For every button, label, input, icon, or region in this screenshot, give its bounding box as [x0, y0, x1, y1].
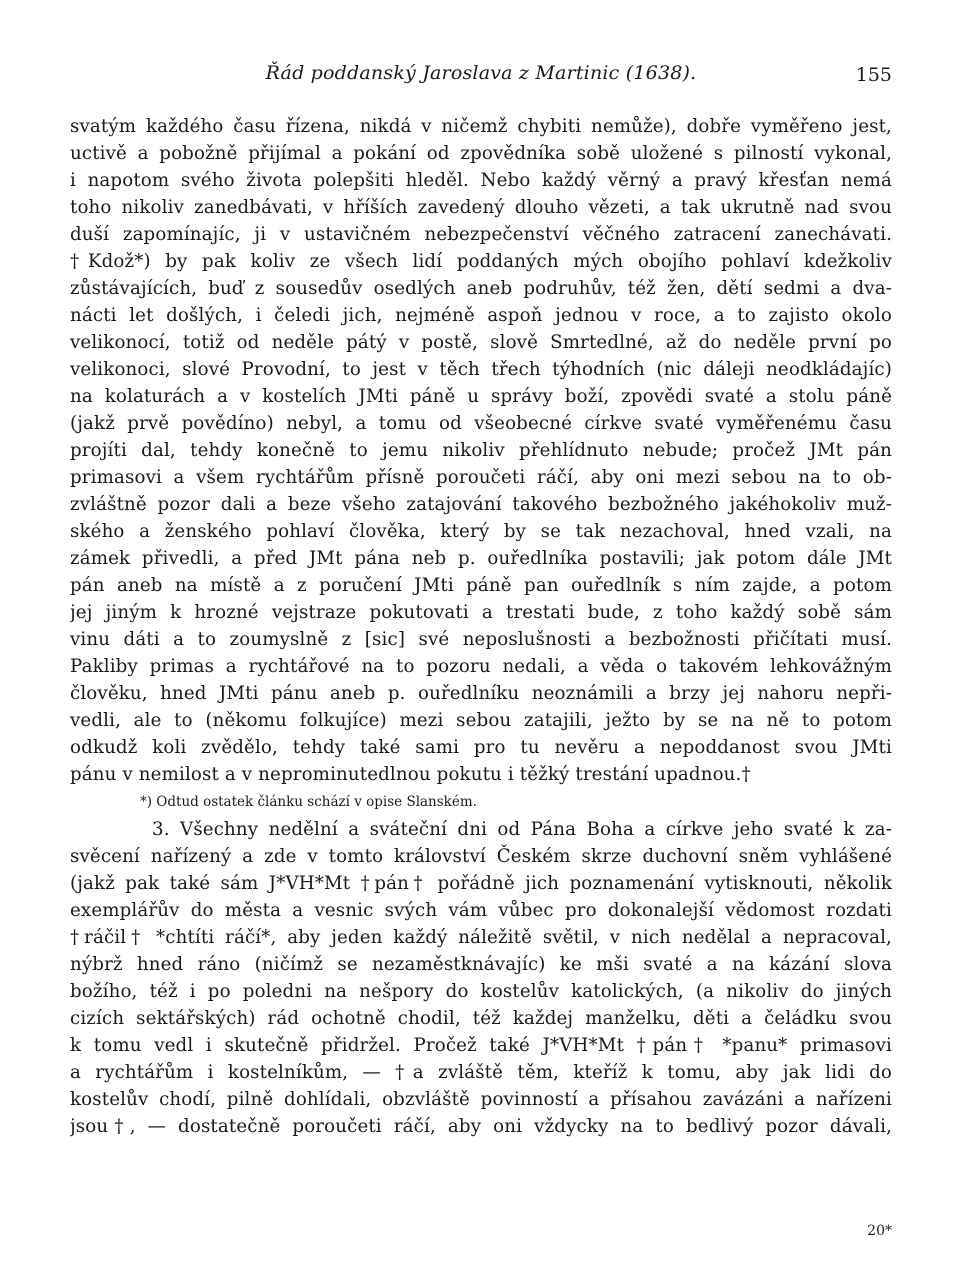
text-line: zámek přivedli, a před JMt pána neb p. ouředlníka postavili; jak potom dále JMt [70, 548, 892, 569]
text-line: †Kdož*) by pak koliv ze všech lidí poddaných mých obojího pohlaví kdežkoliv [70, 251, 892, 272]
page-body [70, 113, 892, 1140]
text-line: božího, též i po poledni na nešpory do kostelův katolických, (a nikoliv do jiných [70, 981, 892, 1002]
text-line: velikonoci, slové Provodní, to jest v těch třech týhodních (nic dáleji neodkládajíc) [70, 359, 892, 380]
text-line: zůstávajících, buď z sousedův osedlých aneb podruhův, též žen, dětí sedmi a dva- [70, 278, 892, 299]
text-line: ského a ženského pohlaví člověka, který by se tak nezachoval, hned vzali, na [70, 521, 892, 542]
text-line: cizích sektářských) rád ochotně chodil, též každej manželku, děti a čeládku svou [70, 1008, 892, 1029]
text-line: vedli, ale to (někomu folkujíce) mezi sebou zatajili, ježto by se na ně to potom [70, 710, 892, 731]
text-line: primasovi a všem rychtářům přísně poroučeti ráčí, aby oni mezi sebou na to ob- [70, 467, 892, 488]
paragraph-1 [70, 113, 892, 788]
text-line: (jakž pak také sám J*VH*Mt †pán† pořádně jich poznamenání vytisknouti, několik [70, 873, 892, 894]
page-header [70, 62, 892, 92]
text-line: velikonocí, totiž od neděle pátý v postě, slově Smrtedlné, až do neděle první po [70, 332, 892, 353]
text-line: kostelův chodí, pilně dohlídali, obzvláště povinností a přísahou zavázáni a nařízeni [70, 1089, 892, 1110]
text-line: projíti dal, tehdy konečně to jemu nikoliv přehlídnuto nebude; pročež JMt pán [70, 440, 892, 461]
signature-mark: 20* [867, 1223, 892, 1239]
text-line: a rychtářům i kostelníkům, — †a zvláště těm, kteříž k tomu, aby jak lidi do [70, 1062, 892, 1083]
text-line: †ráčil† *chtíti ráčí*, aby jeden každý náležitě světil, v nich nedělal a nepracoval, [70, 927, 892, 948]
text-line: Pakliby primas a rychtářové na to pozoru nedali, a věda o takovém lehkovážným [70, 656, 892, 677]
text-line: odkudž koli zvědělo, tehdy také sami pro tu nevěru a nepoddanost svou JMti [70, 737, 892, 758]
page-number: 155 [855, 64, 892, 86]
text-line: i napotom svého života polepšiti hleděl. Nebo každý věrný a pravý křesťan nemá [70, 170, 892, 191]
text-line: k tomu vedl i skutečně přidržel. Pročež také J*VH*Mt †pán† *panu* primasovi [70, 1035, 892, 1056]
text-line: duší zapomínajíc, ji v ustavičném nebezpečenství věčného zatracení zanechávati. [70, 224, 892, 245]
text-line: zvláštně pozor dali a beze všeho zatajování takového bezbožného jakéhokoliv muž- [70, 494, 892, 515]
text-line: pán aneb na místě a z poručení JMti páně pan ouředlník s ním zajde, a potom [70, 575, 892, 596]
text-line: uctivě a pobožně přijímal a pokání od zpovědníka sobě uložené s pilností vykonal, [70, 143, 892, 164]
text-line: nýbrž hned ráno (ničímž se nezaměstknávajíc) ke mši svaté a na kázání slova [70, 954, 892, 975]
text-line: svěcení nařízený a zde v tomto království Českém skrze duchovní sněm vyhlášené [70, 846, 892, 867]
paragraph-2 [70, 816, 892, 1140]
text-line: člověku, hned JMti pánu aneb p. ouředlníku neoznámili a brzy jej nahoru nepři- [70, 683, 892, 704]
text-line: (jakž prvě povědíno) nebyl, a tomu od všeobecné církve svaté vyměřenému času [70, 413, 892, 434]
text-line: na kolaturách a v kostelích JMti páně u správy boží, zpovědi svaté a stolu páně [70, 386, 892, 407]
text-line: svatým každého času řízena, nikdá v ničemž chybiti nemůže), dobře vyměřeno jest, [70, 116, 892, 137]
running-title: Řád poddanský Jaroslava z Martinic (1638). [265, 62, 697, 84]
text-line: toho nikoliv zanedbávati, v hříších zavedený dlouho vězeti, a tak ukrutně nad svou [70, 197, 892, 218]
footnote: *) Odtud ostatek článku schází v opise Slanském. [140, 794, 477, 810]
text-line: jsou†, — dostatečně poroučeti ráčí, aby oni vždycky na to bedlivý pozor dávali, [70, 1116, 892, 1137]
text-line: exemplářův do města a vesnic svých vám vůbec pro dokonalejší vědomost rozdati [70, 900, 892, 921]
text-line: pánu v nemilost a v neprominutedlnou pokutu i těžký trestání upadnou.† [70, 764, 751, 785]
text-line: vinu dáti a to zoumyslně z [sic] své neposlušnosti a bezbožnosti přičítati musí. [70, 629, 892, 650]
text-line: nácti let došlých, i čeledi jich, nejméně aspoň jednou v roce, a to zajisto okolo [70, 305, 892, 326]
text-line: 3. Všechny nedělní a sváteční dni od Pána Boha a církve jeho svaté k za- [152, 819, 892, 840]
text-line: jej jiným k hrozné vejstraze pokutovati a trestati bude, z toho každý sobě sám [70, 602, 892, 623]
